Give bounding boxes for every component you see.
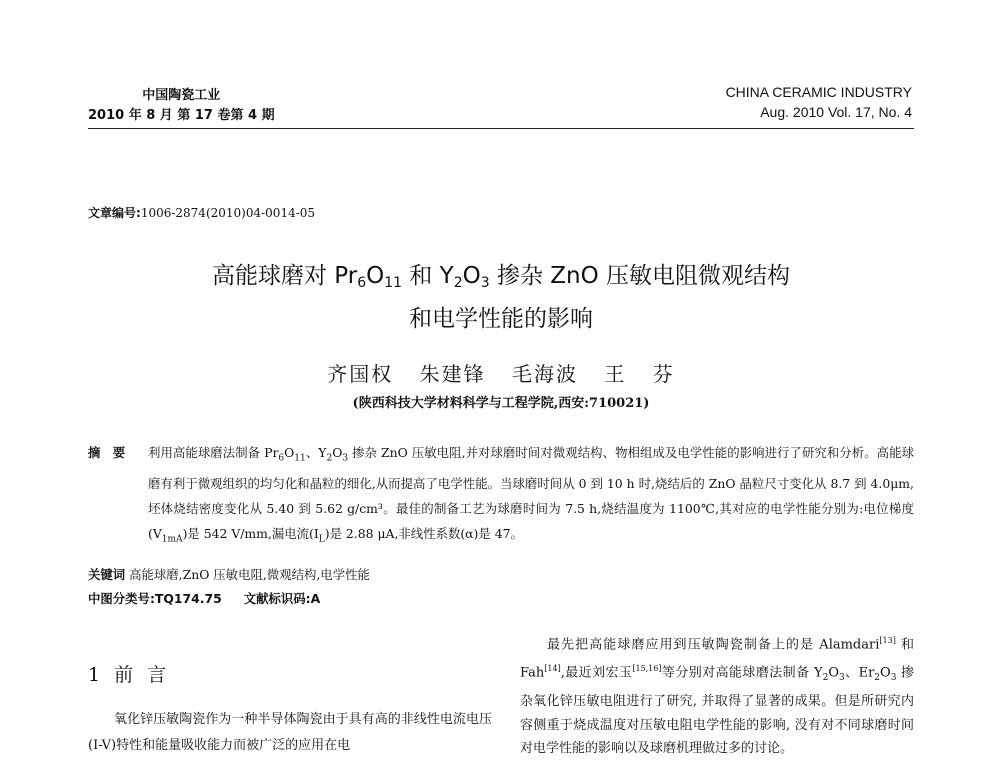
body-subscript: 3 <box>839 672 845 683</box>
keywords-value: 高能球磨,ZnO 压敏电阻,微观结构,电学性能 <box>125 567 370 582</box>
citation: [15,16] <box>632 663 662 673</box>
abstract-text: 、Y <box>305 445 327 460</box>
title-subscript: 2 <box>453 275 463 291</box>
doc-code-label: 文献标识码: <box>243 591 311 606</box>
title-text: 掺杂 ZnO 压敏电阻微观结构 <box>489 263 791 289</box>
abstract-label: 摘 要 <box>88 445 126 460</box>
journal-header-cn <box>88 86 275 126</box>
article-id <box>88 204 315 221</box>
title-line-2: 和电学性能的影响 <box>409 306 593 332</box>
abstract-text: )是 542 V/mm,漏电流(I <box>182 526 319 542</box>
journal-header-en <box>726 82 912 122</box>
article-id-label: 文章编号: <box>88 206 141 220</box>
title-line-1 <box>88 258 914 301</box>
abstract-subscript: 6 <box>278 453 285 464</box>
journal-name-cn: 中国陶瓷工业 <box>142 88 221 103</box>
body-text: 、Er <box>844 665 875 681</box>
intro-left-text: 氧化锌压敏陶瓷作为一种半导体陶瓷由于具有高的非线性电流电压(I-V)特性和能量吸收能力而被广泛的应用在电 <box>88 712 492 753</box>
body-text: O <box>828 665 840 681</box>
abstract <box>88 440 914 553</box>
keywords <box>88 565 370 583</box>
body-subscript: 2 <box>822 672 829 683</box>
title-text: 和 Y <box>402 263 454 289</box>
header-rule <box>88 128 914 129</box>
intro-left-column <box>88 707 492 759</box>
body-text: O <box>880 665 891 681</box>
intro-right-column <box>520 629 914 761</box>
issue-info-en: Aug. 2010 Vol. 17, No. 4 <box>760 104 912 120</box>
citation: [13] <box>879 636 896 645</box>
body-text: 最先把高能球磨应用到压敏陶瓷制备上的是 Alamdari <box>546 637 880 653</box>
abstract-subscript: 11 <box>294 453 306 464</box>
title-subscript: 3 <box>480 275 490 291</box>
journal-name-en: CHINA CERAMIC INDUSTRY <box>725 84 912 100</box>
body-text: 和 Fah <box>520 637 915 681</box>
issue-info-cn: 2010 年 8 月 第 17 卷第 4 期 <box>88 108 275 123</box>
title-text: O <box>462 263 481 289</box>
citation: [14] <box>544 663 561 673</box>
author-list: 齐国权 朱建锋 毛海波 王 芬 <box>327 362 675 386</box>
body-text: ,最近刘宏玉 <box>560 665 633 681</box>
abstract-text: 掺杂 ZnO 压敏电阻,并对球磨时间对微观结构、物相组成及电学性能的影响进行了研究和分析。高能球磨有利于微观组织的均匀化和晶粒的细化,从而提高了电学性能。当球磨时间从 0 到 10 h 时,烧结后的 ZnO 晶粒尺寸变化从 8.7 到 4.0μm,坯体烧结密度变化从 5.40 到 5.62 g/cm³。最佳的制备工艺为球磨时间为 7.5 h,烧结温度为 1100℃,其对应的电学性能分别为:电位梯度(V <box>148 445 914 542</box>
abstract-subscript: L <box>318 534 325 545</box>
abstract-subscript: 2 <box>326 453 333 464</box>
body-text: 等分别对高能球磨法制备 Y <box>661 665 823 681</box>
abstract-text: 利用高能球磨法制备 Pr <box>148 445 279 460</box>
clc-value: TQ174.75 <box>154 591 222 606</box>
title-subscript: 6 <box>357 275 367 291</box>
abstract-text: )是 2.88 μA,非线性系数(α)是 47。 <box>324 526 523 542</box>
abstract-subscript: 1mA <box>161 534 183 545</box>
section-heading: 1 前 言 <box>88 664 171 686</box>
title-text: 高能球磨对 Pr <box>211 263 358 289</box>
classification <box>88 589 320 607</box>
body-subscript: 2 <box>874 672 881 683</box>
clc-label: 中图分类号: <box>88 591 155 606</box>
abstract-text: O <box>332 445 343 460</box>
affiliation: (陕西科技大学材料科学与工程学院,西安:710021) <box>352 396 650 411</box>
title-subscript: 11 <box>384 275 403 291</box>
body-text: 掺杂氧化锌压敏电阻进行了研究, 并取得了显著的成果。但是所研究内容侧重于烧成温度对压敏电阻电学性能的影响, 没有对不同球磨时间对电学性能的影响以及球磨机理做过多的讨论。 <box>520 665 914 757</box>
article-id-value: 1006-2874(2010)04-0014-05 <box>140 206 316 220</box>
doc-code-value: A <box>310 591 321 606</box>
paper-title <box>88 258 914 337</box>
abstract-subscript: 3 <box>342 453 349 464</box>
abstract-body <box>148 440 914 553</box>
title-text: O <box>366 263 385 289</box>
body-subscript: 3 <box>890 672 897 683</box>
abstract-text: O <box>284 445 295 460</box>
keywords-label: 关键词 <box>88 567 126 582</box>
